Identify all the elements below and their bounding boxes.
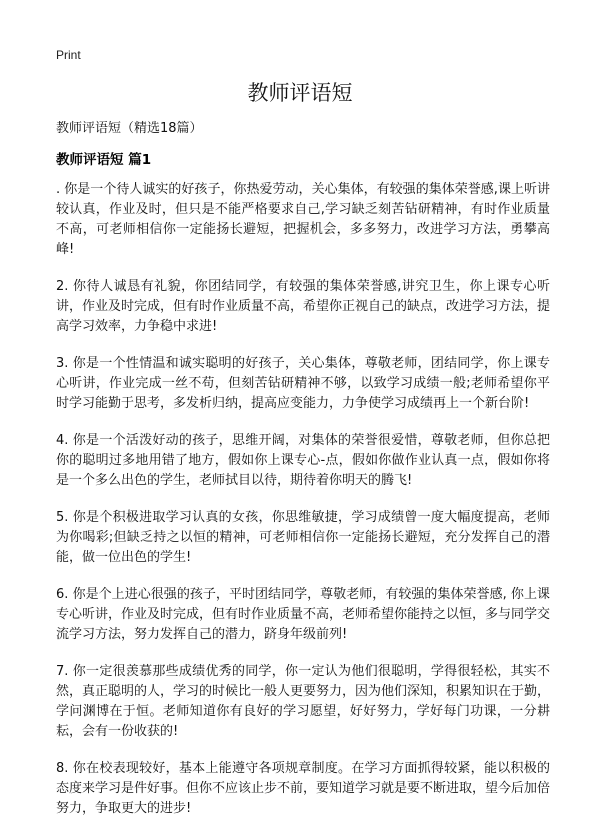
section-heading: 教师评语短 篇1 bbox=[56, 152, 152, 168]
comment-entry-8: 8. 你在校表现较好，基本上能遵守各项规章制度。在学习方面抓得较紧，能以积极的态度来学习是件好事。但你不应该止步不前，要知道学习就是要不断进取，望今后加倍努力，争取更大的进步! bbox=[56, 761, 551, 816]
comment-entry-2: 2. 你待人诚恳有礼貌，你团结同学，有较强的集体荣誉感,讲究卫生，你上课专心听讲，作业及时完成，但有时作业质量不高，希望你正视自己的缺点，改进学习方法，提高学习效率，力争稳中求进! bbox=[56, 279, 551, 334]
comment-entry-7: 7. 你一定很羡慕那些成绩优秀的同学，你一定认为他们很聪明，学得很轻松，其实不然，真正聪明的人，学习的时候比一般人更要努力，因为他们深知，积累知识在于勤，学问渊博在于恒。老师知道你有良好的学习愿望，好好努力，学好每门功课，一分耕耘，会有一份收获的! bbox=[56, 664, 551, 739]
comment-list bbox=[56, 180, 550, 836]
document-subtitle: 教师评语短（精选18篇） bbox=[56, 121, 203, 136]
comment-entry-1: . 你是一个待人诚实的好孩子，你热爱劳动，关心集体，有较强的集体荣誉感,课上听讲较认真，作业及时，但只是不能严格要求自己,学习缺乏刻苦钻研精神，有时作业质量不高，可老师相信你一定能扬长避短，把握机会，多多努力，改进学习方法，勇攀高峰! bbox=[56, 182, 550, 257]
comment-entry-3: 3. 你是一个性情温和诚实聪明的好孩子，关心集体，尊敬老师，团结同学，你上课专心听讲，作业完成一丝不苟，但刻苦钻研精神不够，以致学习成绩一般;老师希望你平时学习能勤于思考，多发析归纳，提高应变能力，力争使学习成绩再上一个新台阶! bbox=[56, 356, 550, 411]
comment-entry-6: 6. 你是个上进心很强的孩子，平时团结同学，尊敬老师，有较强的集体荣誉感, 你上课专心听讲，作业及时完成，但有时作业质量不高，老师希望你能持之以恒，多与同学交流学习方法，努力发挥自己的潜力，跻身年级前列! bbox=[56, 587, 551, 642]
comment-entry-4: 4. 你是一个活泼好动的孩子，思维开阔，对集体的荣誉很爱惜，尊敬老师，但你总把你的聪明过多地用错了地方，假如你上课专心-点，假如你做作业认真一点，假如你将是一个多么出色的学生，老师拭目以待，期待着你明天的腾飞! bbox=[56, 433, 550, 488]
print-link[interactable]: Print bbox=[56, 48, 81, 62]
document-title: 教师评语短 bbox=[247, 81, 353, 105]
comment-entry-5: 5. 你是个积极进取学习认真的女孩，你思维敏捷，学习成绩曾一度大幅度提高，老师为你喝彩;但缺乏持之以恒的精神，可老师相信你一定能扬长避短，充分发挥自己的潜能，做一位出色的学生! bbox=[56, 510, 550, 565]
